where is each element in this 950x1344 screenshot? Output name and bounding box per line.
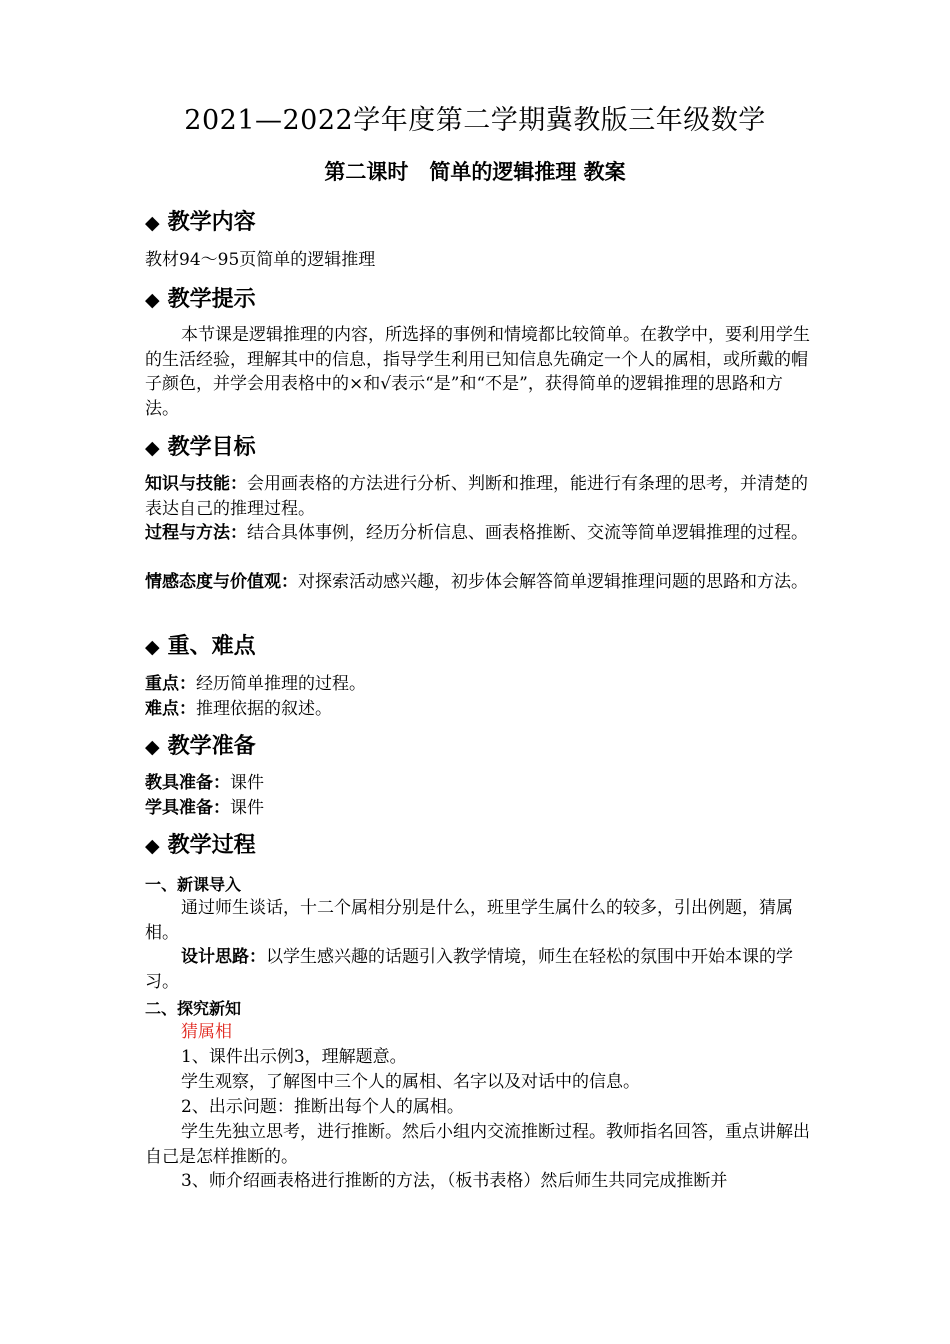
step-1: 1、课件出示例3，理解题意。 — [181, 1047, 407, 1067]
difficult-point-item: 难点：推理依据的叙述。 — [145, 699, 332, 719]
diamond-bullet-icon: ◆ — [145, 289, 160, 311]
goal-item-attitude: 情感态度与价值观：对探索活动感兴趣，初步体会解答简单逻辑推理问题的思路和方法。 — [145, 572, 808, 592]
diamond-bullet-icon: ◆ — [145, 736, 160, 758]
section-heading-key-points: ◆ 重、难点 — [145, 633, 256, 659]
content-text: 教材94～95页简单的逻辑推理 — [145, 250, 376, 270]
tips-paragraph: 本节课是逻辑推理的内容，所选择的事例和情境都比较简单。在教学中，要利用学生的生活经验，理解其中的信息，指导学生利用已知信息先确定一个人的属相，或所戴的帽子颜色，并学会用表格中的×和√表示“是”和“不是”，获得简单的逻辑推理的思路和方法。 — [145, 325, 810, 419]
topic-guess-zodiac: 猜属相 — [181, 1022, 232, 1042]
lesson-subtitle: 第二课时 简单的逻辑推理 教案 — [324, 159, 626, 184]
step-2: 2、出示问题：推断出每个人的属相。 — [181, 1097, 464, 1117]
diamond-bullet-icon: ◆ — [145, 212, 160, 234]
section-heading-tips: ◆ 教学提示 — [145, 286, 256, 312]
step-1-detail: 学生观察，了解图中三个人的属相、名字以及对话中的信息。 — [181, 1072, 640, 1092]
section-heading-goals: ◆ 教学目标 — [145, 434, 256, 460]
goal-item-process: 过程与方法：结合具体事例，经历分析信息、画表格推断、交流等简单逻辑推理的过程。 — [145, 523, 808, 543]
process-part1-text: 通过师生谈话，十二个属相分别是什么，班里学生属什么的较多，引出例题，猜属相。 — [145, 898, 793, 943]
process-part1-title: 一、新课导入 — [145, 875, 242, 894]
diamond-bullet-icon: ◆ — [145, 636, 160, 658]
prep-item-teacher: 教具准备：课件 — [145, 773, 264, 793]
diamond-bullet-icon: ◆ — [145, 835, 160, 857]
process-part2-title: 二、探究新知 — [145, 999, 242, 1018]
key-point-item: 重点：经历简单推理的过程。 — [145, 674, 366, 694]
step-2-detail: 学生先独立思考，进行推断。然后小组内交流推断过程。教师指名回答，重点讲解出自己是怎样推断的。 — [145, 1122, 810, 1167]
design-idea-paragraph: 设计思路：以学生感兴趣的话题引入教学情境，师生在轻松的氛围中开始本课的学习。 — [145, 947, 793, 992]
document-title: 2021—2022学年度第二学期冀教版三年级数学 — [184, 105, 766, 136]
step-3: 3、师介绍画表格进行推断的方法，（板书表格）然后师生共同完成推断并 — [181, 1171, 728, 1191]
diamond-bullet-icon: ◆ — [145, 437, 160, 459]
prep-item-student: 学具准备：课件 — [145, 798, 264, 818]
section-heading-process: ◆ 教学过程 — [145, 832, 256, 858]
section-heading-prep: ◆ 教学准备 — [145, 733, 256, 759]
goal-item-knowledge: 知识与技能：会用画表格的方法进行分析、判断和推理，能进行有条理的思考，并清楚的表达自己的推理过程。 — [145, 474, 808, 519]
section-heading-content: ◆ 教学内容 — [145, 209, 256, 235]
